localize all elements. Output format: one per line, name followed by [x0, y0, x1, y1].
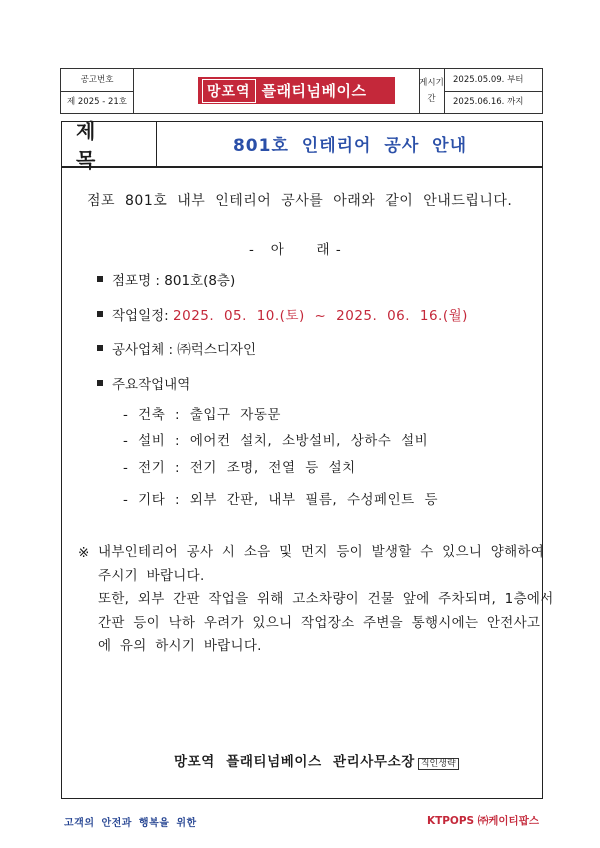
- square-bullet-icon: [97, 311, 103, 317]
- period-from: 2025.05.09. 부터: [453, 75, 524, 85]
- note-line: 간판 등이 낙하 우려가 있으니 작업장소 주변을 통행시에는 안전사고: [98, 614, 541, 631]
- item-label: 공사업체 :: [112, 342, 178, 358]
- work-detail-row: - 설비 : 에어컨 설치, 소방설비, 상하수 설비: [123, 433, 429, 449]
- note-mark: ※: [78, 545, 90, 561]
- period-to: 2025.06.16. 까지: [453, 97, 524, 107]
- notice-number-value: 제 2025 - 21호: [66, 97, 128, 107]
- item-value: ㈜럭스디자인: [177, 342, 257, 358]
- item-label: 작업일정:: [112, 308, 174, 324]
- signature-text: 망포역 플래티넘베이스 관리사무소장: [174, 754, 415, 770]
- page-title: 801호 인테리어 공사 안내: [232, 136, 468, 156]
- work-detail-row: - 전기 : 전기 조명, 전열 등 설치: [123, 460, 356, 476]
- seal-omitted-stamp: 직인생략: [418, 758, 459, 770]
- list-item-schedule: [97, 304, 468, 324]
- posting-period-label-2: 간: [427, 94, 436, 104]
- posting-period-label-1: 게시기: [419, 78, 444, 88]
- brand-logo: [198, 77, 395, 104]
- item-value: 801호(8층): [164, 273, 236, 289]
- below-heading: - 아 래 -: [249, 242, 342, 258]
- logo-sub-text: 플래티넘베이스: [261, 82, 367, 100]
- item-label: 점포명 :: [112, 273, 165, 289]
- footer-company: KTPOPS ㈜케이티팝스: [426, 815, 539, 827]
- notice-number-label: 공고번호: [80, 75, 114, 85]
- schedule-value: 2025. 05. 10.(토) ~ 2025. 06. 16.(월): [173, 308, 468, 324]
- notice-body: [61, 167, 554, 799]
- square-bullet-icon: [97, 345, 103, 351]
- note-block: [98, 541, 554, 659]
- signature-line: [174, 750, 459, 770]
- title-row: [61, 118, 543, 172]
- work-detail-row: - 기타 : 외부 간판, 내부 필름, 수성페인트 등: [123, 492, 438, 508]
- list-item-store: [97, 269, 235, 289]
- logo-main-text: 망포역: [202, 79, 256, 103]
- work-detail-row: - 건축 : 출입구 자동문: [123, 407, 281, 423]
- footer-slogan: 고객의 안전과 행복을 위한: [64, 818, 197, 829]
- title-label: 제 목: [76, 118, 110, 172]
- list-item-work: [97, 373, 190, 393]
- item-label: 주요작업내역: [112, 377, 191, 393]
- note-line: 또한, 외부 간판 작업을 위해 고소차량이 건물 앞에 주차되며, 1층에서: [98, 591, 554, 607]
- intro-text: 점포 801호 내부 인테리어 공사를 아래와 같이 안내드립니다.: [87, 193, 513, 209]
- list-item-contractor: [97, 338, 256, 358]
- note-line: 에 유의 하시기 바랍니다.: [98, 638, 262, 654]
- square-bullet-icon: [97, 276, 103, 282]
- note-line: 내부인테리어 공사 시 소음 및 먼지 등이 발생할 수 있으니 양해하여: [98, 544, 545, 560]
- square-bullet-icon: [97, 380, 103, 386]
- note-line: 주시기 바랍니다.: [98, 567, 205, 584]
